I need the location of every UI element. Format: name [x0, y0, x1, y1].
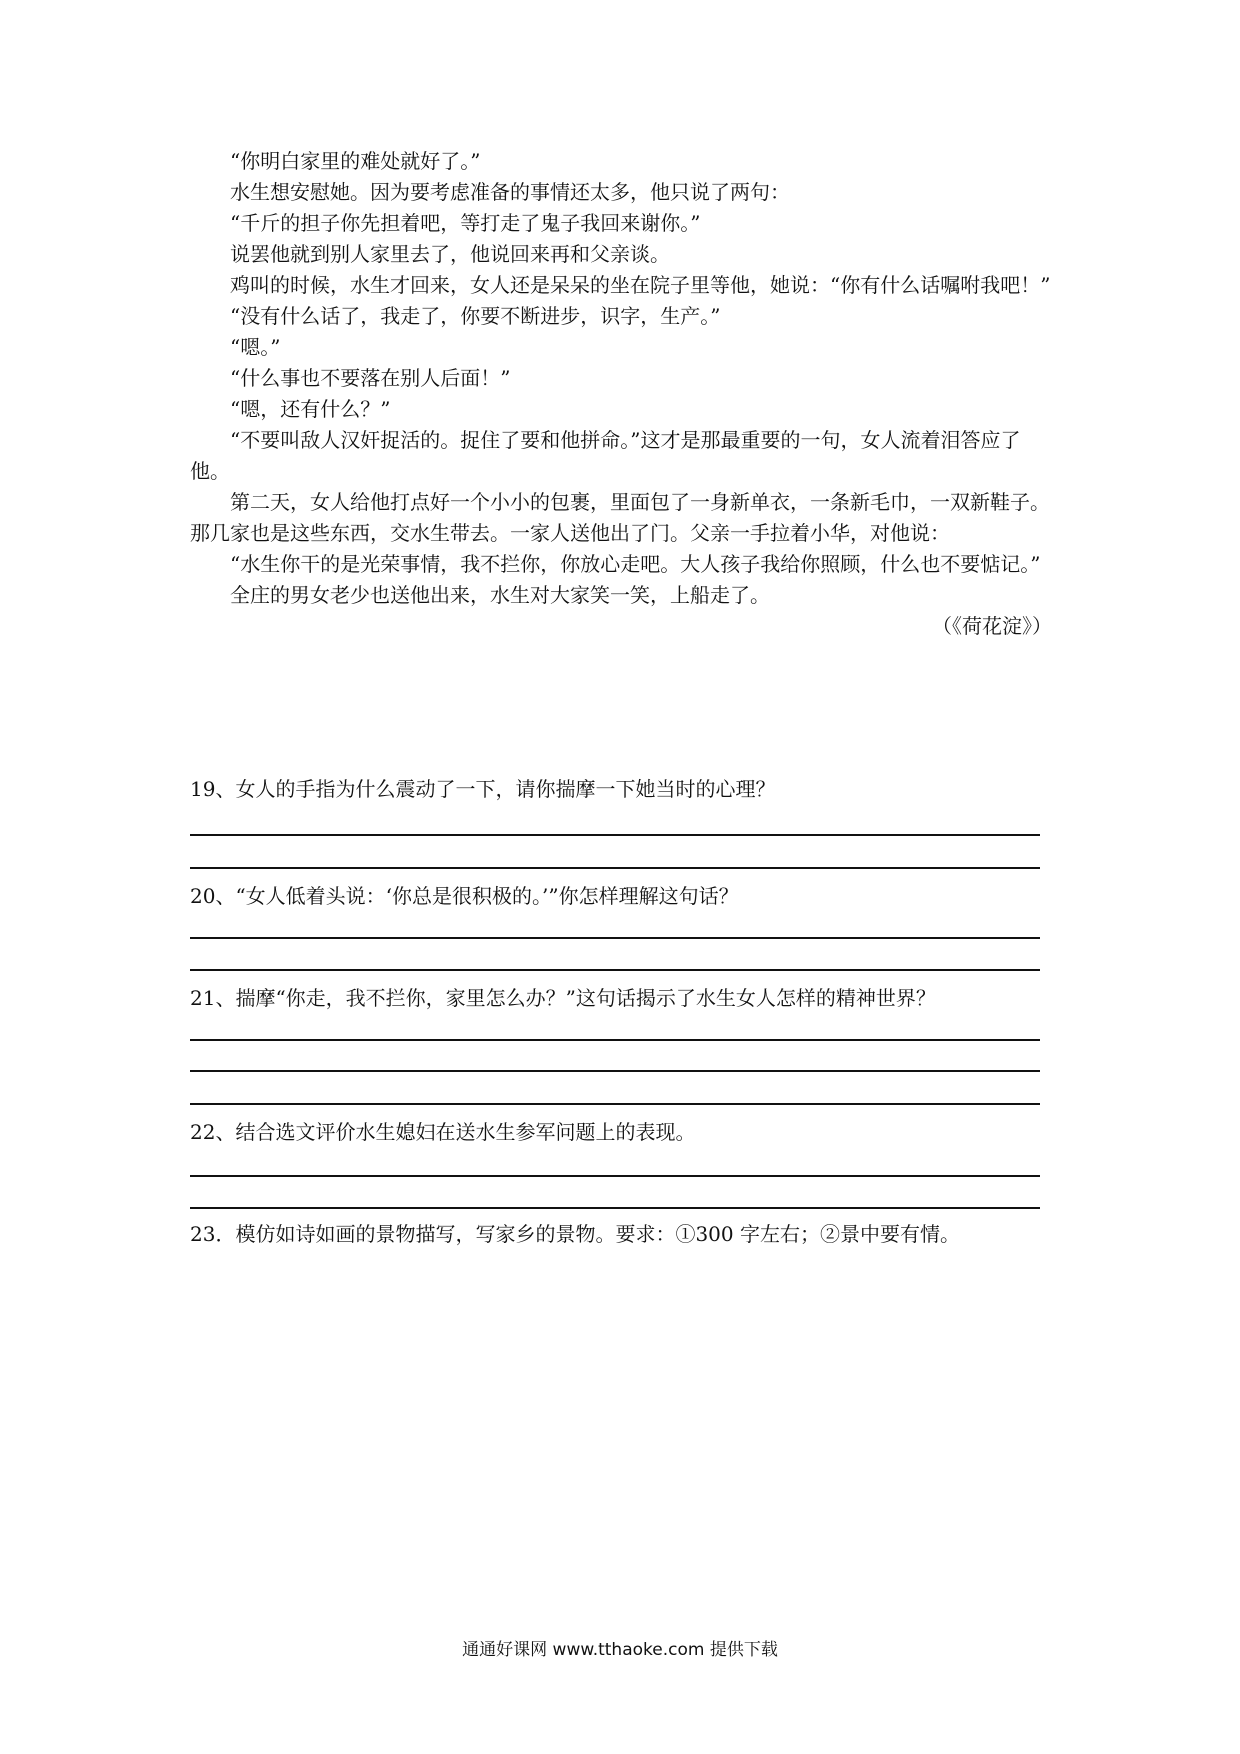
passage-paragraph: “嗯，还有什么？” — [230, 397, 391, 421]
page-footer: 通通好课网 www.tthaoke.com 提供下载 — [462, 1640, 778, 1660]
reading-passage — [190, 146, 1060, 642]
passage-paragraph: 第二天，女人给他打点好一个小小的包裹，里面包了一身新单衣，一条新毛巾，一双新鞋子。那几家也是这些东西，交水生带去。一家人送他出了门。父亲一手拉着小华，对他说： — [190, 490, 1050, 545]
passage-paragraph: “没有什么话了，我走了，你要不断进步，识字，生产。” — [230, 304, 721, 328]
question-19: 19、女人的手指为什么震动了一下，请你揣摩一下她当时的心理？ — [190, 777, 776, 801]
question-20: 20、“女人低着头说：‘你总是很积极的。’”你怎样理解这句话？ — [190, 884, 739, 908]
passage-paragraph: “不要叫敌人汉奸捉活的。捉住了要和他拼命。”这才是那最重要的一句，女人流着泪答应了他。 — [190, 428, 1021, 483]
passage-paragraph: 说罢他就到别人家里去了，他说回来再和父亲谈。 — [230, 242, 670, 266]
passage-source: （《荷花淀》） — [932, 614, 1052, 638]
question-22: 22、结合选文评价水生媳妇在送水生参军问题上的表现。 — [190, 1120, 696, 1144]
question-list — [190, 774, 1060, 1250]
passage-paragraph: “水生你干的是光荣事情，我不拦你，你放心走吧。大人孩子我给你照顾，什么也不要惦记。” — [230, 552, 1041, 576]
passage-paragraph: “你明白家里的难处就好了。” — [230, 149, 481, 173]
question-21: 21、揣摩“你走，我不拦你，家里怎么办？”这句话揭示了水生女人怎样的精神世界？ — [190, 986, 936, 1010]
passage-paragraph: “嗯。” — [230, 335, 281, 359]
passage-paragraph: “千斤的担子你先担着吧，等打走了鬼子我回来谢你。” — [230, 211, 701, 235]
passage-paragraph: 水生想安慰她。因为要考虑准备的事情还太多，他只说了两句： — [230, 180, 790, 204]
passage-paragraph: 全庄的男女老少也送他出来，水生对大家笑一笑，上船走了。 — [230, 583, 770, 607]
passage-paragraph: “什么事也不要落在别人后面！” — [230, 366, 511, 390]
passage-paragraph: 鸡叫的时候，水生才回来，女人还是呆呆的坐在院子里等他，她说：“你有什么话嘱咐我吧！” — [230, 273, 1051, 297]
question-23: 23．模仿如诗如画的景物描写，写家乡的景物。要求：①300 字左右；②景中要有情。 — [190, 1222, 960, 1246]
